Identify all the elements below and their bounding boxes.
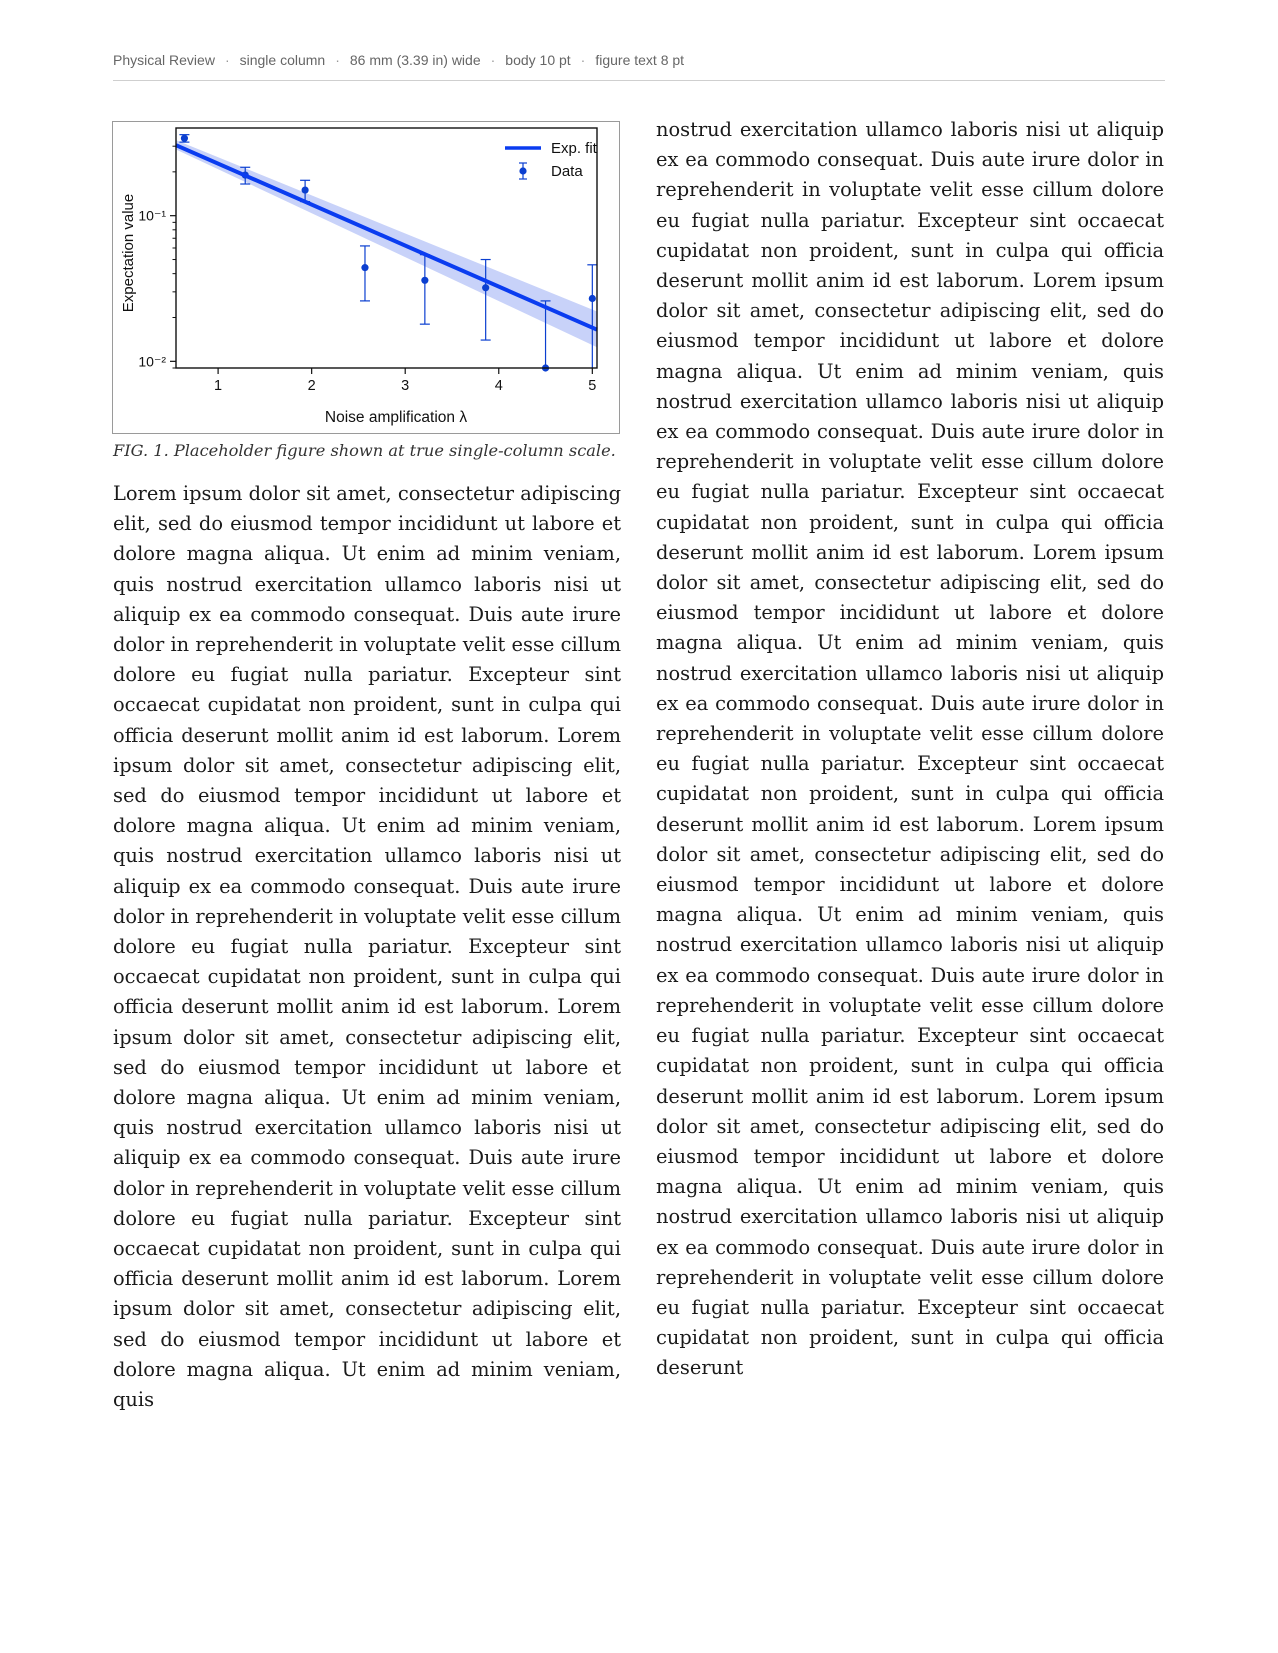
x-tick-label: 1: [214, 378, 223, 394]
data-marker: [482, 284, 489, 291]
data-marker: [361, 264, 368, 271]
legend-data-label: Data: [551, 163, 583, 180]
data-marker: [181, 135, 188, 142]
chart: [113, 122, 619, 433]
header-separator: ·: [335, 52, 340, 68]
x-tick-label: 5: [588, 378, 597, 394]
body-column-right: nostrud exercitation ullamco laboris nisi ut aliquip ex ea commodo consequat. Duis aute irure dolor in reprehenderit in voluptate velit esse cillum dolore eu fugiat nulla pariatur. Excepteur sint occaecat cupidatat non proident, sunt in culpa qui officia deserunt mollit anim id est laborum. Lorem ipsum dolor sit amet, consectetur adipiscing elit, sed do eiusmod tempor incididunt ut labore et dolore magna aliqua. Ut enim ad minim veniam, quis nostrud exercitation ullamco laboris nisi ut aliquip ex ea commodo consequat. Duis aute irure dolor in reprehenderit in voluptate velit esse cillum dolore eu fugiat nulla pariatur. Excepteur sint occaecat cupidatat non proident, sunt in culpa qui officia deserunt mollit anim id est laborum. Lorem ipsum dolor sit amet, consectetur adipiscing elit, sed do eiusmod tempor incididunt ut labore et dolore magna aliqua. Ut enim ad minim veniam, quis nostrud exercitation ullamco laboris nisi ut aliquip ex ea commodo consequat. Duis aute irure dolor in reprehenderit in voluptate velit esse cillum dolore eu fugiat nulla pariatur. Excepteur sint occaecat cupidatat non proident, sunt in culpa qui officia deserunt mollit anim id est laborum. Lorem ipsum dolor sit amet, consectetur adipiscing elit, sed do eiusmod tempor incididunt ut labore et dolore magna aliqua. Ut enim ad minim veniam, quis nostrud exercitation ullamco laboris nisi ut aliquip ex ea commodo consequat. Duis aute irure dolor in reprehenderit in voluptate velit esse cillum dolore eu fugiat nulla pariatur. Excepteur sint occaecat cupidatat non proident, sunt in culpa qui officia deserunt mollit anim id est laborum. Lorem ipsum dolor sit amet, consectetur adipiscing elit, sed do eiusmod tempor incididunt ut labore et dolore magna aliqua. Ut enim ad minim veniam, quis nostrud exercitation ullamco laboris nisi ut aliquip ex ea commodo consequat. Duis aute irure dolor in reprehenderit in voluptate velit esse cillum dolore eu fugiat nulla pariatur. Excepteur sint occaecat cupidatat non proident, sunt in culpa qui officia deserunt: [656, 118, 1164, 1380]
header-figure-size: figure text 8 pt: [595, 52, 685, 68]
header-rule: [113, 80, 1165, 81]
header-journal: Physical Review: [113, 52, 215, 68]
y-tick-label: 10⁻²: [138, 353, 166, 370]
data-point: [179, 135, 189, 142]
header-width: 86 mm (3.39 in) wide: [349, 52, 481, 68]
legend-data-marker: [519, 167, 526, 174]
header-separator: ·: [490, 52, 496, 68]
header-body-size: body 10 pt: [505, 52, 571, 68]
fit-line: [176, 145, 597, 330]
body-column-left: Lorem ipsum dolor sit amet, consectetur adipiscing elit, sed do eiusmod tempor incididunt ut labore et dolore magna aliqua. Ut enim ad minim veniam, quis nostrud exercitation ullamco laboris nisi ut aliquip ex ea commodo consequat. Duis aute irure dolor in reprehenderit in voluptate velit esse cillum dolore eu fugiat nulla pariatur. Excepteur sint occaecat cupidatat non proident, sunt in culpa qui officia deserunt mollit anim id est laborum. Lorem ipsum dolor sit amet, consectetur adipiscing elit, sed do eiusmod tempor incididunt ut labore et dolore magna aliqua. Ut enim ad minim veniam, quis nostrud exercitation ullamco laboris nisi ut aliquip ex ea commodo consequat. Duis aute irure dolor in reprehenderit in voluptate velit esse cillum dolore eu fugiat nulla pariatur. Excepteur sint occaecat cupidatat non proident, sunt in culpa qui officia deserunt mollit anim id est laborum. Lorem ipsum dolor sit amet, consectetur adipiscing elit, sed do eiusmod tempor incididunt ut labore et dolore magna aliqua. Ut enim ad minim veniam, quis nostrud exercitation ullamco laboris nisi ut aliquip ex ea commodo consequat. Duis aute irure dolor in reprehenderit in voluptate velit esse cillum dolore eu fugiat nulla pariatur. Excepteur sint occaecat cupidatat non proident, sunt in culpa qui officia deserunt mollit anim id est laborum. Lorem ipsum dolor sit amet, consectetur adipiscing elit, sed do eiusmod tempor incididunt ut labore et dolore magna aliqua. Ut enim ad minim veniam, quis: [113, 482, 621, 1412]
running-header: [113, 52, 1165, 68]
header-separator: ·: [224, 52, 230, 68]
header-layout: single column: [239, 52, 326, 68]
data-marker: [421, 277, 428, 284]
data-marker: [589, 295, 596, 302]
legend-fit-label: Exp. fit: [551, 140, 597, 157]
y-axis-label: Expectation value: [120, 193, 137, 313]
figure-caption: FIG. 1. Placeholder figure shown at true single-column scale.: [113, 441, 616, 460]
data-marker: [302, 186, 309, 193]
x-tick-label: 4: [494, 378, 503, 394]
x-tick-label: 3: [401, 378, 410, 394]
y-tick-label: 10⁻¹: [138, 207, 166, 224]
legend: [505, 140, 598, 180]
header-separator: ·: [580, 52, 586, 68]
x-tick-label: 2: [307, 378, 316, 394]
x-axis-label: Noise amplification λ: [324, 409, 468, 426]
figure-1: [112, 121, 620, 434]
data-point: [360, 246, 370, 301]
